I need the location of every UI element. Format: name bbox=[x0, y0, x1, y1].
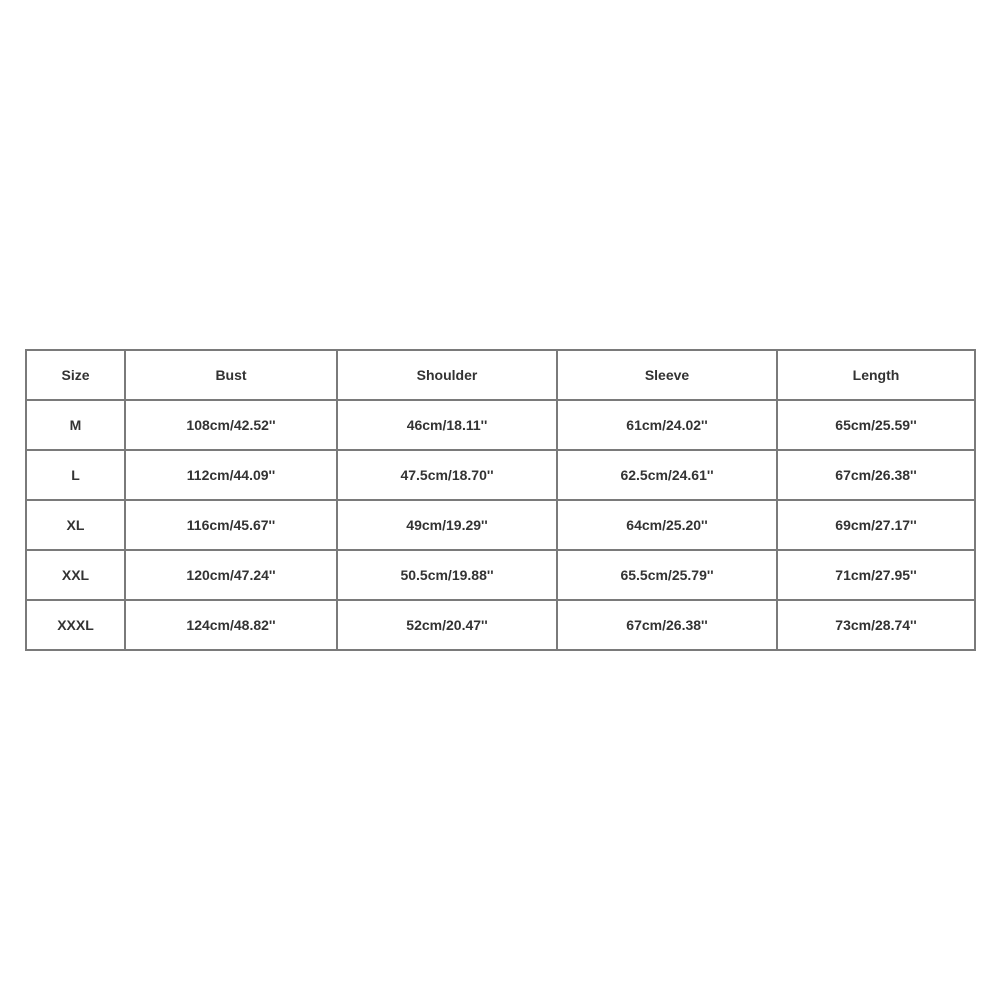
cell-bust: 112cm/44.09'' bbox=[126, 451, 338, 501]
cell-sleeve: 61cm/24.02'' bbox=[558, 401, 778, 451]
cell-size: L bbox=[26, 451, 126, 501]
table-row bbox=[26, 601, 976, 651]
cell-shoulder: 50.5cm/19.88'' bbox=[338, 551, 558, 601]
header-sleeve: Sleeve bbox=[558, 350, 778, 401]
cell-shoulder: 46cm/18.11'' bbox=[338, 401, 558, 451]
table-row bbox=[26, 401, 976, 451]
cell-shoulder: 52cm/20.47'' bbox=[338, 601, 558, 651]
cell-shoulder: 49cm/19.29'' bbox=[338, 501, 558, 551]
cell-bust: 116cm/45.67'' bbox=[126, 501, 338, 551]
header-size: Size bbox=[26, 350, 126, 401]
header-length: Length bbox=[778, 350, 976, 401]
cell-sleeve: 65.5cm/25.79'' bbox=[558, 551, 778, 601]
table-row bbox=[26, 501, 976, 551]
cell-bust: 120cm/47.24'' bbox=[126, 551, 338, 601]
cell-bust: 108cm/42.52'' bbox=[126, 401, 338, 451]
cell-sleeve: 67cm/26.38'' bbox=[558, 601, 778, 651]
cell-length: 67cm/26.38'' bbox=[778, 451, 976, 501]
table-header-row bbox=[26, 350, 976, 401]
cell-bust: 124cm/48.82'' bbox=[126, 601, 338, 651]
cell-size: XXXL bbox=[26, 601, 126, 651]
cell-length: 69cm/27.17'' bbox=[778, 501, 976, 551]
cell-sleeve: 64cm/25.20'' bbox=[558, 501, 778, 551]
cell-shoulder: 47.5cm/18.70'' bbox=[338, 451, 558, 501]
cell-length: 65cm/25.59'' bbox=[778, 401, 976, 451]
size-chart-table bbox=[25, 349, 976, 651]
cell-size: XL bbox=[26, 501, 126, 551]
table-row bbox=[26, 551, 976, 601]
cell-size: XXL bbox=[26, 551, 126, 601]
header-bust: Bust bbox=[126, 350, 338, 401]
cell-length: 73cm/28.74'' bbox=[778, 601, 976, 651]
header-shoulder: Shoulder bbox=[338, 350, 558, 401]
cell-sleeve: 62.5cm/24.61'' bbox=[558, 451, 778, 501]
cell-length: 71cm/27.95'' bbox=[778, 551, 976, 601]
table-row bbox=[26, 451, 976, 501]
cell-size: M bbox=[26, 401, 126, 451]
